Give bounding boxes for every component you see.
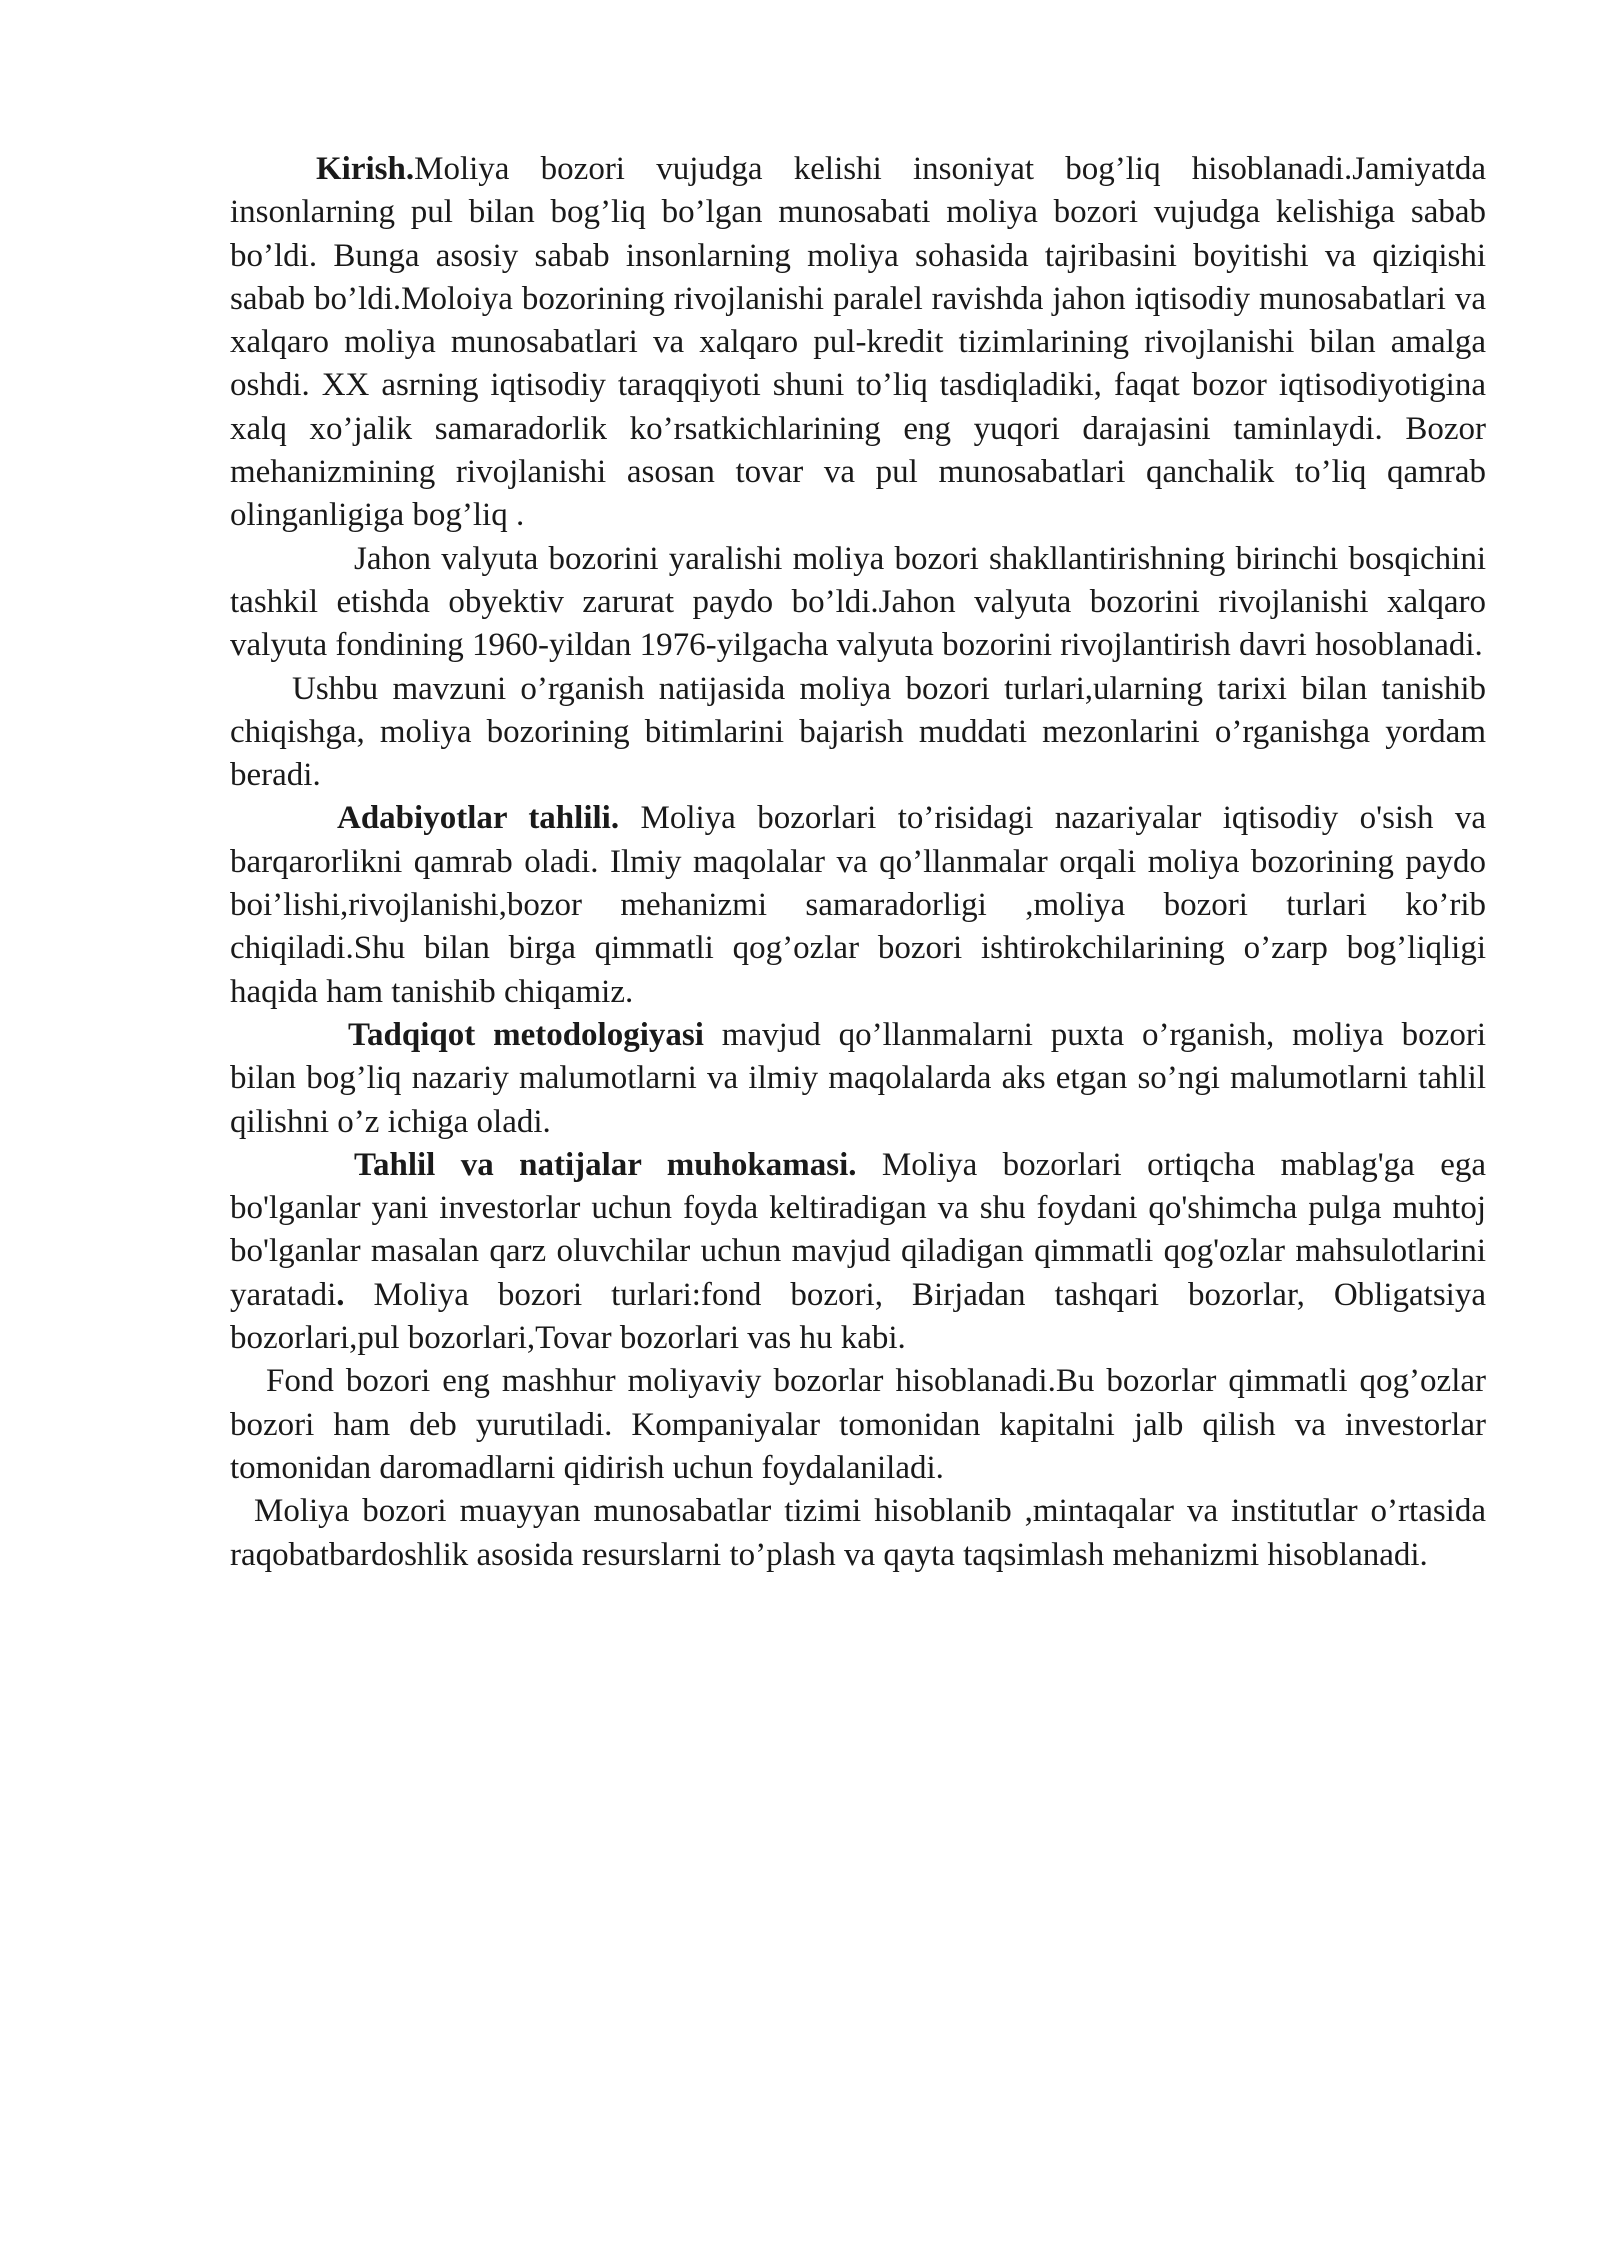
heading-adabiyotlar-tahlili: Adabiyotlar tahlili. [337,800,620,837]
paragraph-stock-market [230,1360,1486,1490]
heading-kirish: Kirish. [316,151,415,187]
heading-tadqiqot-metodologiyasi: Tadqiqot metodologiyasi [348,1016,704,1053]
paragraph-text: Ushbu mavzuni o’rganish natijasida moliya bozori turlari,ularning tarixi bilan tanishib chiqishga, moliya bozorining bitimlarini bajarish muddati mezonlarini o’rganishga yordam beradi. [230,670,1486,794]
paragraph-study-purpose [230,668,1486,798]
paragraph-text: Jahon valyuta bozorini yaralishi moliya bozori shakllantirishning birinchi bosqichini tashkil etishda obyektiv zarurat paydo bo’ldi.Jahon valyuta bozorini rivojlanishi xalqaro valyuta fondining 1960-yildan 1976-yilgacha valyuta bozorini rivojlantirish davri hosoblanadi. [230,540,1486,664]
paragraph-text: mavjud qo’llanmalarni puxta o’rganish, moliya bozori bilan bog’liq nazariy malumotlarni va ilmiy maqolalarda aks etgan so’ngi malumotlarni tahlil qilishni o’z ichiga oladi. [230,1016,1486,1140]
paragraph-text: Moliya bozorlari to’risidagi nazariyalar iqtisodiy o'sish va barqarorlikni qamrab oladi. Ilmiy maqolalar va qo’llanmalar orqali moliya bozorining paydo boi’lishi,rivojlanishi,bozor mehanizmi samaradorligi ,moliya bozori turlari ko’rib chiqiladi.Shu bilan birga qimmatli qog’ozlar bozori ishtirokchilarining o’zarp bog’liqligi haqida ham tanishib chiqamiz. [230,800,1486,1010]
paragraph-text: Moliya bozori muayyan munosabatlar tizimi hisoblanib ,mintaqalar va institutlar o’rtasida raqobatbardoshlik asosida resurslarni to’plash va qayta taqsimlash mehanizmi hisoblanadi. [230,1493,1486,1573]
bold-period: . [336,1276,345,1313]
paragraph-text: Moliya bozorlari ortiqcha mablag'ga ega bo'lganlar yani investorlar uchun foyda keltiradigan va shu foydani qo'shimcha pulga muhtoj bo'lganlar masalan qarz oluvchilar uchun mavjud qiladigan qimmatli qog'ozlar mahsulotlarini yaratadi [230,1146,1487,1313]
paragraph-currency-market [230,538,1486,668]
paragraph-analysis-results [230,1144,1486,1360]
paragraph-literature-review [230,797,1486,1013]
paragraph-text: Fond bozori eng mashhur moliyaviy bozorlar hisoblanadi.Bu bozorlar qimmatli qog’ozlar bozori ham deb yurutiladi. Kompaniyalar tomonidan kapitalni jalb qilish va investorlar tomonidan daromadlarni qidirish uchun foydalaniladi. [230,1363,1486,1486]
heading-tahlil-va-natijalar: Tahlil va natijalar muhokamasi. [354,1146,857,1183]
paragraph-text-continued: Moliya bozori turlari:fond bozori, Birjadan tashqari bozorlar, Obligatsiya bozorlari,pul bozorlari,Tovar bozorlari vas hu kabi. [230,1276,1486,1357]
paragraph-methodology [230,1014,1486,1144]
paragraph-introduction [230,148,1486,538]
paragraph-financial-market-system [230,1490,1486,1577]
paragraph-text: Moliya bozori vujudga kelishi insoniyat bog’liq hisoblanadi.Jamiyatda insonlarning pul bilan bog’liq bo’lgan munosabati moliya bozori vujudga kelishiga sabab bo’ldi. Bunga asosiy sabab insonlarning moliya sohasida tajribasini boyitishi va qiziqishi sabab bo’ldi.Moloiya bozorining rivojlanishi paralel ravishda jahon iqtisodiy munosabatlari va xalqaro moliya munosabatlari va xalqaro pul-kredit tizimlarining rivojlanishi bilan amalga oshdi. XX asrning iqtisodiy taraqqiyoti shuni to’liq tasdiqladiki, faqat bozor iqtisodiyotigina xalq xo’jalik samaradorlik ko’rsatkichlarining eng yuqori darajasini taminlaydi. Bozor mehanizmining rivojlanishi asosan tovar va pul munosabatlari qanchalik to’liq qamrab olinganligiga bog’liq . [230,151,1486,534]
document-body [230,148,1486,1577]
